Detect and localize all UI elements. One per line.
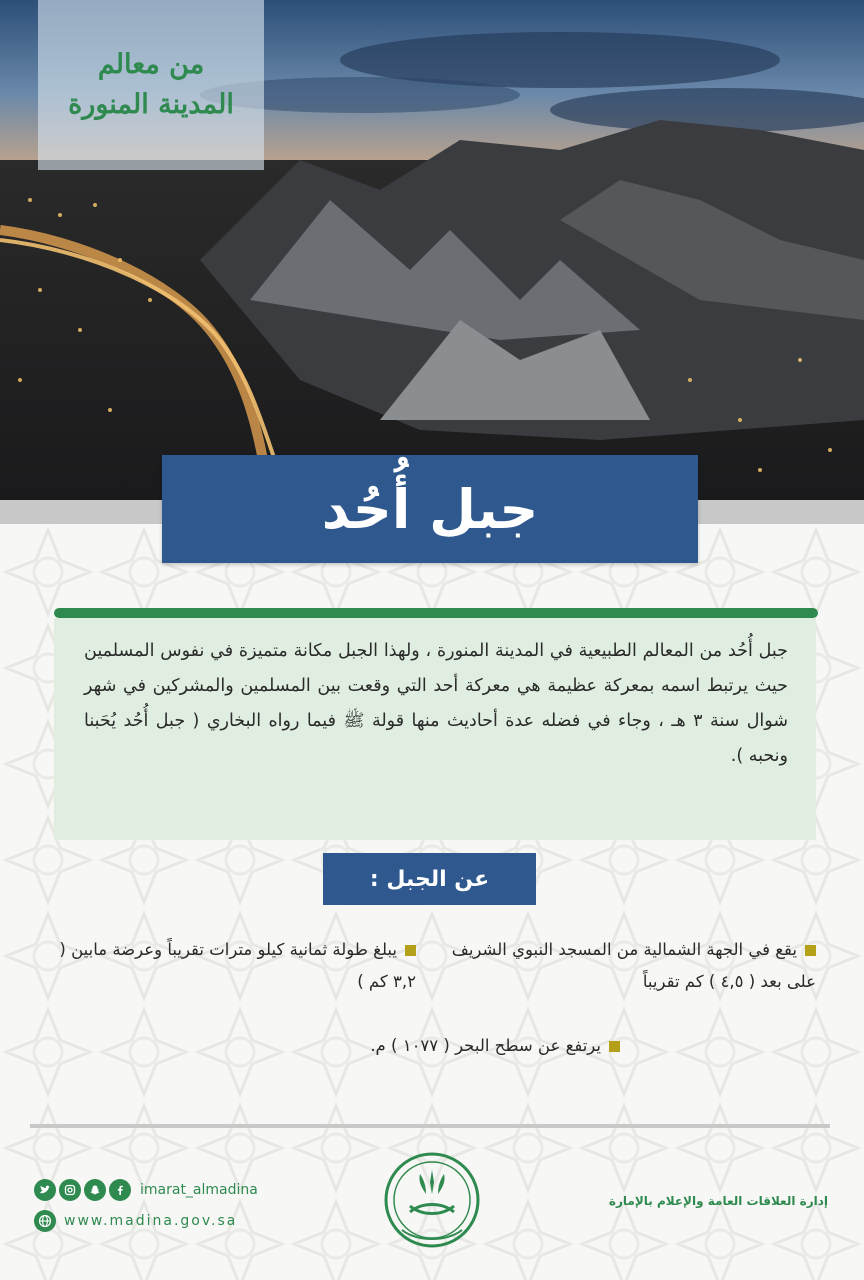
description-accent-bar bbox=[54, 608, 818, 618]
website-link[interactable] bbox=[34, 1210, 237, 1232]
social-handle[interactable]: imarat_almadina bbox=[140, 1182, 258, 1198]
globe-icon bbox=[34, 1210, 56, 1232]
section-title-box bbox=[323, 853, 536, 905]
fact-height-text: يرتفع عن سطح البحر ( ١٠٧٧ ) م. bbox=[370, 1036, 601, 1055]
fact-location-text: يقع في الجهة الشمالية من المسجد النبوي الشريف على بعد ( ٤,٥ ) كم تقريباً bbox=[451, 940, 816, 991]
website-url[interactable]: www.madina.gov.sa bbox=[64, 1213, 238, 1229]
facebook-icon[interactable] bbox=[109, 1179, 131, 1201]
description-box bbox=[54, 618, 816, 840]
twitter-icon[interactable] bbox=[34, 1179, 56, 1201]
hero-photo bbox=[0, 0, 864, 500]
social-links bbox=[34, 1179, 258, 1201]
section-title: عن الجبل : bbox=[369, 866, 490, 892]
badge-line-2: المدينة المنورة bbox=[68, 89, 234, 120]
page-title-box bbox=[162, 455, 698, 563]
fact-length bbox=[36, 934, 416, 998]
emirate-emblem bbox=[382, 1150, 482, 1250]
page-title: جبل أُحُد bbox=[321, 477, 539, 541]
description-text: جبل أُحُد من المعالم الطبيعية في المدينة المنورة ، ولهذا الجبل مكانة متميزة في نفوس المسلمين حيث يرتبط اسمه بمعركة عظيمة هي معركة أحد التي وقعت بين المسلمين والمشركين في شهر شوال سنة ٣ هـ ، وجاء في فضله عدة أحاديث منها قولة ﷺ فيما رواه البخاري ( جبل أُحُد يُحَبنا ونحبه ). bbox=[84, 641, 788, 766]
hero-badge bbox=[38, 0, 264, 170]
instagram-icon[interactable] bbox=[59, 1179, 81, 1201]
bullet-icon bbox=[405, 945, 416, 956]
snapchat-icon[interactable] bbox=[84, 1179, 106, 1201]
fact-location bbox=[436, 934, 816, 998]
department-name: إدارة العلاقات العامة والإعلام بالإمارة bbox=[608, 1194, 828, 1208]
footer-divider bbox=[30, 1124, 830, 1128]
fact-length-text: يبلغ طولة ثمانية كيلو مترات تقريباً وعرضة مابين ( ٣,٢ كم ) bbox=[59, 940, 416, 991]
fact-height bbox=[240, 1030, 620, 1062]
badge-line-1: من معالم bbox=[97, 49, 205, 80]
bullet-icon bbox=[805, 945, 816, 956]
bullet-icon bbox=[609, 1041, 620, 1052]
